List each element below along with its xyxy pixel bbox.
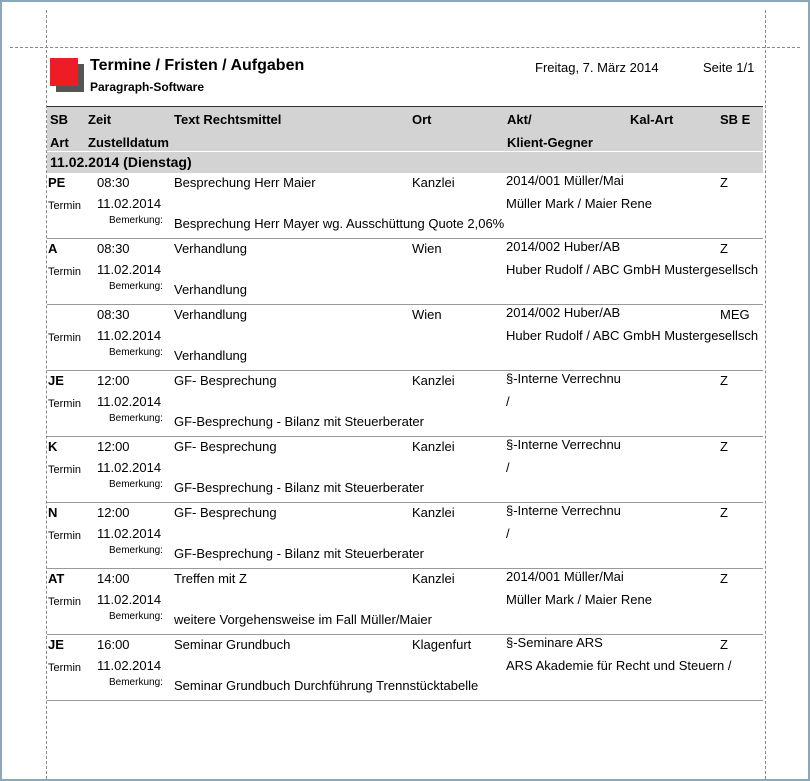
entry-ort: Kanzlei [412, 571, 455, 586]
entry-akt: §-Interne Verrechnu [506, 503, 621, 518]
header-klient: Klient-Gegner [507, 135, 593, 150]
entry-bemerkung: GF-Besprechung - Bilanz mit Steuerberater [174, 480, 424, 495]
entry-row [47, 305, 763, 371]
date-group-header [47, 152, 763, 173]
entry-akt: 2014/002 Huber/AB [506, 305, 621, 320]
header-art: Art [50, 135, 69, 150]
entry-bemerkung: Verhandlung [174, 348, 248, 363]
entry-sbe: Z [720, 373, 728, 388]
bemerkung-label: Bemerkung: [109, 281, 163, 292]
entry-bemerkung: GF-Besprechung - Bilanz mit Steuerberater [174, 546, 424, 561]
entry-zustelldatum: 11.02.2014 [97, 658, 162, 673]
entry-zustelldatum: 11.02.2014 [97, 592, 162, 607]
entry-text: Verhandlung [174, 241, 248, 256]
entry-sb: AT [48, 571, 65, 586]
company-name: Paragraph-Software [90, 80, 205, 94]
entry-sb: PE [48, 175, 66, 190]
entry-bemerkung: weitere Vorgehensweise im Fall Müller/Maier [174, 612, 432, 627]
entry-art: Termin [48, 200, 82, 212]
entry-zeit: 12:00 [97, 373, 130, 388]
bemerkung-label: Bemerkung: [109, 215, 163, 226]
entry-art: Termin [48, 332, 82, 344]
entry-sb: K [48, 439, 58, 454]
entry-zustelldatum: 11.02.2014 [97, 526, 162, 541]
group-date: 11.02.2014 (Dienstag) [50, 154, 192, 170]
header-sb: SB [50, 112, 69, 127]
entry-sb: JE [48, 373, 64, 388]
entry-bemerkung: GF-Besprechung - Bilanz mit Steuerberater [174, 414, 424, 429]
entry-row [47, 503, 763, 569]
margin-guide-top [10, 47, 800, 48]
entry-text: Verhandlung [174, 307, 248, 322]
entry-text: GF- Besprechung [174, 373, 277, 388]
entry-klient: Huber Rudolf / ABC GmbH Mustergesellsch [506, 262, 759, 277]
bemerkung-label: Bemerkung: [109, 677, 163, 688]
entry-zeit: 16:00 [97, 637, 130, 652]
entry-klient: Huber Rudolf / ABC GmbH Mustergesellsch [506, 328, 759, 343]
entry-zeit: 08:30 [97, 175, 130, 190]
header-akt: Akt/ [507, 112, 532, 127]
header-zeit: Zeit [88, 112, 112, 127]
entry-ort: Kanzlei [412, 373, 455, 388]
entry-klient: Müller Mark / Maier Rene [506, 592, 652, 607]
entry-ort: Kanzlei [412, 175, 455, 190]
margin-guide-right [765, 10, 766, 779]
entry-sb: N [48, 505, 58, 520]
entry-row [47, 569, 763, 635]
entry-sbe: MEG [720, 307, 750, 322]
entry-art: Termin [48, 266, 82, 278]
entry-sbe: Z [720, 175, 728, 190]
header-kalart: Kal-Art [630, 112, 674, 127]
header-ort: Ort [412, 112, 432, 127]
entry-text: GF- Besprechung [174, 505, 277, 520]
entry-sbe: Z [720, 571, 728, 586]
entry-zeit: 12:00 [97, 439, 130, 454]
header-sbe: SB E [720, 112, 751, 127]
entry-klient: / [506, 526, 510, 541]
entry-row [47, 173, 763, 239]
row-separator [47, 700, 763, 701]
entry-bemerkung: Verhandlung [174, 282, 248, 297]
entry-sb: A [48, 241, 58, 256]
entry-row [47, 371, 763, 437]
entry-zeit: 08:30 [97, 241, 130, 256]
entry-art: Termin [48, 398, 82, 410]
entry-sbe: Z [720, 637, 728, 652]
entry-art: Termin [48, 464, 82, 476]
entry-row [47, 635, 763, 701]
entry-akt: 2014/002 Huber/AB [506, 239, 621, 254]
column-header [47, 106, 763, 151]
entry-sb: JE [48, 637, 64, 652]
entry-zeit: 08:30 [97, 307, 130, 322]
entry-ort: Wien [412, 307, 442, 322]
entry-zustelldatum: 11.02.2014 [97, 328, 162, 343]
entry-bemerkung: Seminar Grundbuch Durchführung Trennstücktabelle [174, 678, 479, 693]
entry-zustelldatum: 11.02.2014 [97, 262, 162, 277]
bemerkung-label: Bemerkung: [109, 545, 163, 556]
entry-text: Seminar Grundbuch [174, 637, 291, 652]
entry-ort: Klagenfurt [412, 637, 472, 652]
bemerkung-label: Bemerkung: [109, 347, 163, 358]
entry-zeit: 12:00 [97, 505, 130, 520]
entry-ort: Kanzlei [412, 505, 455, 520]
entry-sbe: Z [720, 241, 728, 256]
entry-sbe: Z [720, 439, 728, 454]
entry-akt: 2014/001 Müller/Mai [506, 569, 624, 584]
entry-klient: / [506, 394, 510, 409]
entry-akt: §-Seminare ARS [506, 635, 603, 650]
entry-text: Besprechung Herr Maier [174, 175, 316, 190]
entry-zustelldatum: 11.02.2014 [97, 394, 162, 409]
page-number: Seite 1/1 [703, 60, 755, 75]
entry-klient: ARS Akademie für Recht und Steuern / [506, 658, 732, 673]
entry-akt: §-Interne Verrechnu [506, 437, 621, 452]
header-text: Text Rechtsmittel [174, 112, 282, 127]
bemerkung-label: Bemerkung: [109, 479, 163, 490]
entry-text: Treffen mit Z [174, 571, 247, 586]
entry-zeit: 14:00 [97, 571, 130, 586]
entry-zustelldatum: 11.02.2014 [97, 460, 162, 475]
header-zustelldatum: Zustelldatum [88, 135, 169, 150]
entry-row [47, 437, 763, 503]
entry-klient: Müller Mark / Maier Rene [506, 196, 652, 211]
entry-zustelldatum: 11.02.2014 [97, 196, 162, 211]
report-title: Termine / Fristen / Aufgaben [90, 57, 305, 74]
bemerkung-label: Bemerkung: [109, 611, 163, 622]
entry-sbe: Z [720, 505, 728, 520]
entry-akt: §-Interne Verrechnu [506, 371, 621, 386]
report-date: Freitag, 7. März 2014 [535, 60, 659, 75]
logo [50, 58, 78, 86]
entry-akt: 2014/001 Müller/Mai [506, 173, 624, 188]
entry-row [47, 239, 763, 305]
entry-art: Termin [48, 530, 82, 542]
entry-art: Termin [48, 596, 82, 608]
entry-ort: Kanzlei [412, 439, 455, 454]
entry-klient: / [506, 460, 510, 475]
entry-art: Termin [48, 662, 82, 674]
bemerkung-label: Bemerkung: [109, 413, 163, 424]
entry-ort: Wien [412, 241, 442, 256]
entry-text: GF- Besprechung [174, 439, 277, 454]
entry-bemerkung: Besprechung Herr Mayer wg. Ausschüttung Quote 2,06% [174, 216, 505, 231]
